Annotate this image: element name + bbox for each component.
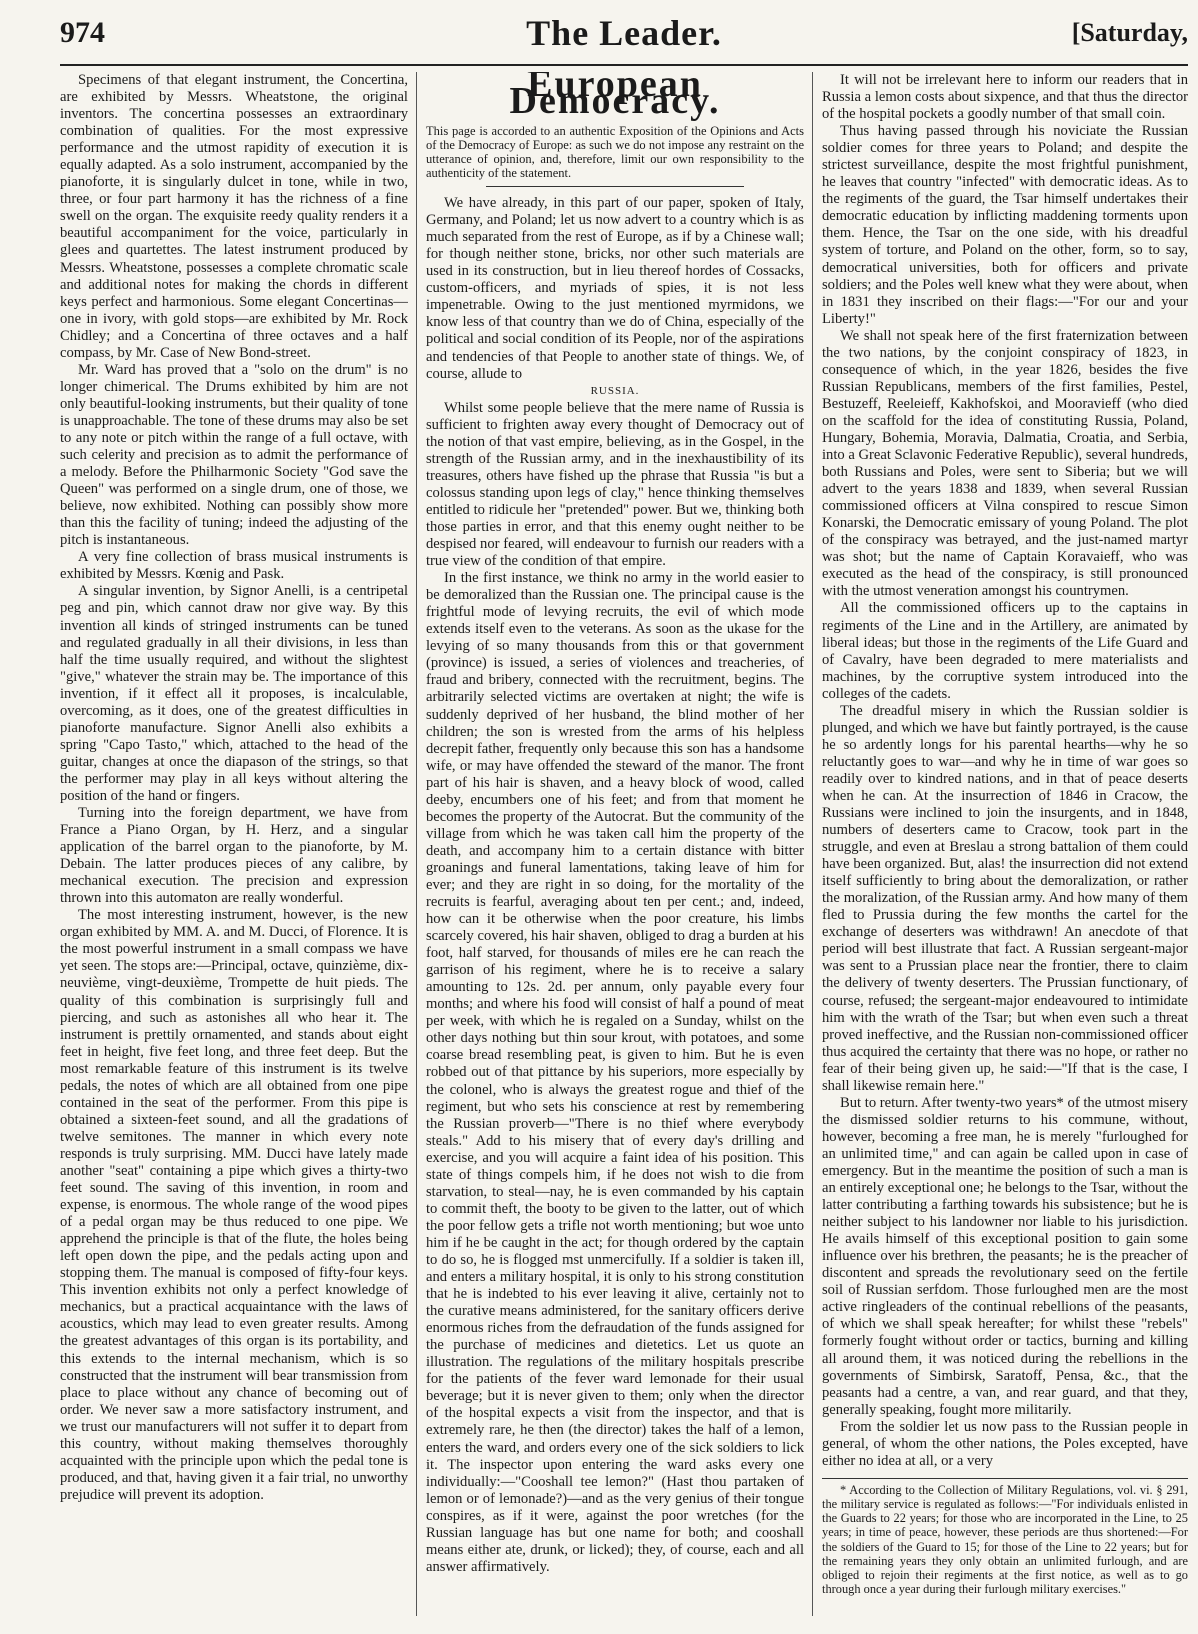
article-paragraph: A singular invention, by Signor Anelli, is a centripetal peg and pin, which cannot draw nor give way. By this invention all kinds of stringed instruments can be tuned and regulated gradually in all their divisions, in less than half the time usually required, and without the slightest "give," whatever the strain may be. The importance of this invention, if it effect all it proposes, is incalculable, overcoming, as it does, one of the greatest difficulties in pianoforte manufacture. Signor Anelli also exhibits a spring "Capo Tasto," which, attached to the head of the guitar, changes at once the diapason of the strings, so that the performer may play in all keys without altering the position of the hand or fingers. bbox=[60, 583, 408, 804]
article-paragraph: The most interesting instrument, however, is the new organ exhibited by MM. A. and M. Ducci, of Florence. It is the most powerful instrument in a small compass we have yet seen. The stops are:—Principal, octave, quinzième, dix-neuvième, vingt-deuxième, Trompette de huit pieds. The quality of this combination is surprisingly full and piercing, and such as astonishes all who hear it. The instrument is prettily ornamented, and stands about eight feet in height, five feet long, and three feet deep. But the most remarkable feature of this instrument is its twelve pedals, the notes of which are all obtained from one pipe contained in the seat of the performer. From this pipe is obtained a sixteen-feet sound, and all the gradations of twelve semitones. The manner in which every note responds is truly surprising. MM. Ducci have lately made another "seat" containing a pipe which gives a thirty-two feet sound. The saving of this invention, in room and expense, is enormous. The whole range of the wood pipes of a pedal organ may be thus reduced to one pipe. We apprehend the principle is that of the flute, the holes being left open down the pipe, and the pedals acting upon and stopping them. The manual is composed of fifty-four keys. This invention exhibits not only a perfect knowledge of mechanics, but a practical acquaintance with the laws of acoustics, which may lead to even greater results. Among the greatest advantages of this organ is its portability, and this extends to the internal mechanism, which is so constructed that the instrument will bear transmission from place to place without any chance of becoming out of order. We never saw a more satisfactory instrument, and we trust our manufacturers will not suffer it to depart from this country, without making themselves thoroughly acquainted with the principle upon which the pedal tone is produced, and that, having given it a fair trial, no unworthy prejudice will prevent its adoption. bbox=[60, 907, 408, 1503]
footnote: * According to the Collection of Military Regulations, vol. vi. § 291, the military service is regulated as follows:—"For individuals enlisted in the Guards to 22 years; for those who are incorporated in the Line, to 25 years; in time of peace, however, these periods are thus shortened:—For the soldiers of the Guard to 15; for those of the Line to 22 years; but for the remaining years they only obtain an unlimited furlough, and are obliged to rejoin their regiments at the first notice, as well as to go through once a year during their furlough military exercises." bbox=[822, 1482, 1188, 1597]
column-music-exhibition bbox=[60, 72, 408, 1618]
column-divider-1 bbox=[416, 72, 417, 1616]
article-paragraph: In the first instance, we think no army in the world easier to be demoralized than the Russian one. The principal cause is the frightful mode of levying recruits, the evil of which mode extends itself even to the veterans. As soon as the ukase for the levying of so many thousands from this or that government (province) is issued, a series of violences and treacheries, of fraud and bribery, connected with the recruitment, begins. The arbitrarily selected victims are overtaken at night; the wife is suddenly deprived of her husband, the blind mother of her children; the son is wrested from the arms of his helpless decrepit father, frequently only because this son has a handsome wife, or may have offended the steward of the manor. The front part of his hair is shaven, and a heavy block of wood, called deeby, encumbers one of his feet; and from that moment he becomes the property of the Autocrat. But the community of the village from which he was taken call him the property of the death, and accompany him to a certain distance with bitter groanings and funeral lamentations, taking leave of him for ever; and they are right in so doing, for the mortality of the recruits is fearful, averaging about ten per cent.; and, indeed, how can it be otherwise when the poor creature, his limbs scarcely covered, his hair shaven, obliged to drag a burden at his foot, half starved, for thousands of miles ere he can reach the garrison of his regiment, where he is to receive a salary amounting to 12s. 2d. per annum, only payable every four months; and where his food will consist of half a pound of meat per week, with which he is regaled on a Sunday, whilst on the other days nothing but thin sour krout, with potatoes, and some coarse bread resembling peat, is given to him. But he is even robbed out of that pittance by his superiors, more especially by the colonel, who is always the greatest rogue and thief of the regiment, but who sets his conscience at rest by remembering the Russian proverb—"There is no thief where everybody steals." Add to his misery that of every day's drilling and exercise, and you will acquire a faint idea of his position. This state of things compels him, if he does not wish to die from starvation, to steal—nay, he is even commanded by his captain to commit theft, the booty to be given to the latter, out of which the poor fellow gets a trifle not worth mentioning; but woe unto him if he be caught in the act; for though ordered by the captain to do so, he is flogged mst unmercifully. If a soldier is taken ill, and enters a military hospital, it is only to his strong constitution that he is indebted to his ever leaving it alive, certainly not to the curative means administered, for the sanitary officers derive enormous riches from the defraudation of the funds assigned for the purchase of medicines and dietetics. Let us quote an illustration. The regulations of the military hospitals prescribe for the patients of the fever ward lemonade for their usual beverage; but it is never given to them; only when the director of the hospital expects a visit from the inspector, and that is extremely rare, he then (the director) takes the half of a lemon, enters the ward, and orders every one of the sick soldiers to lick it. The inspector upon entering the ward asks every one individually:—"Cooshall tee lemon?" (Hast thou partaken of lemon or of lemonade?)—and as the very genius of their tongue conspires, as if it were, against the poor wretches (for the Russian language has but one name for both; and cooshall means either ate, drunk, or licked); they, of course, each and all answer affirmatively. bbox=[426, 570, 804, 1575]
section-title: European Democracy. bbox=[509, 72, 721, 123]
masthead-title: The Leader. bbox=[526, 13, 722, 53]
divider bbox=[486, 186, 744, 187]
issue-day: [Saturday, bbox=[1071, 18, 1188, 47]
article-paragraph: We shall not speak here of the first fraternization between the two nations, by the conjoint conspiracy of 1823, in consequence of which, in the year 1826, besides the five Russian Republicans, members of the first families, Pestel, Bestuzeff, Reeleieff, Kakhofskoi, and Mooravieff (who died on the scaffold for the idea of constituting Russia, Poland, Hungary, Bohemia, Moravia, Dalmatia, Croatia, and Serbia, into a Great Sclavonic Federative Republic), several hundreds, both Russians and Poles, were sent to Siberia; but we will advert to the years 1838 and 1839, when several Russian commissioned officers at Vilna conspired to rescue Simon Konarski, the Democratic emissary of young Poland. The plot of the conspiracy was betrayed, and the just-named martyr was shot; but the name of Captain Koravaieff, who was executed as the head of the conspiracy, is still pronounced with the utmost veneration amongst his countrymen. bbox=[822, 327, 1188, 600]
article-paragraph: The dreadful misery in which the Russian soldier is plunged, and which we have but faintly portrayed, is the cause he so ardently longs for his parental hearths—why he so reluctantly goes to war—and why he in time of war goes so readily over to kindred nations, and in that of peace deserts when he can. At the insurrection of 1846 in Cracow, the Russians were inclined to join the insurgents, and in 1848, numbers of deserters came to Cracow, took part in the struggle, and even at Breslau a strong battalion of them could have been organized. But, alas! the insurrection did not extend itself sufficiently to bring about the demoralization, or rather the moralization, of the Russian army. And how many of them fled to Prussia during the few months the cartel for the exchange of deserters was withdrawn! An anecdote of that period will best illustrate that fact. A Russian sergeant-major was sent to a Prussian place near the frontier, there to claim the delivery of twenty deserters. The Prussian functionary, of course, refused; the sergeant-major endeavoured to intimidate him with the wrath of the Tsar; but when even such a threat proved ineffective, and the Russian non-commissioned officer thus acquired the certainty that there was no hope, or rather no fear of their being given up, he said:—"If that is the case, I shall likewise remain here." bbox=[822, 702, 1188, 1094]
article-paragraph: Thus having passed through his noviciate the Russian soldier comes for three years to Poland; and despite the strictest surveillance, despite the most frightful punishment, he leaves that country "infected" with democratic ideas. As to the regiments of the guard, the Tsar himself undertakes their democratic education by inflicting maddening torments upon them. Hence, the Tsar on the one side, with his dreadful system of torture, and Poland on the other, form, so to say, democratical universities, both for officers and private soldiers; and the Poles well knew what they were about, when in 1831 they inscribed on their flags:—"For our and your Liberty!" bbox=[822, 123, 1188, 327]
column-divider-2 bbox=[812, 72, 813, 1616]
subheading-russia: RUSSIA. bbox=[590, 384, 640, 397]
article-paragraph: It will not be irrelevant here to inform our readers that in Russia a lemon costs about sixpence, and that thus the director of the hospital pockets a goodly number of that small coin. bbox=[822, 72, 1188, 123]
column-european-democracy bbox=[426, 72, 804, 1618]
article-paragraph: From the soldier let us now pass to the Russian people in general, of whom the other nations, the Poles excepted, have either no idea at all, or a very bbox=[822, 1418, 1188, 1469]
article-paragraph: Turning into the foreign department, we have from France a Piano Organ, by H. Herz, and a singular application of the barrel organ to the pianoforte, by M. Debain. The latter produces pieces of any calibre, by mechanical execution. The precision and expression thrown into this automaton are really wonderful. bbox=[60, 805, 408, 907]
article-paragraph: Mr. Ward has proved that a "solo on the drum" is no longer chimerical. The Drums exhibited by him are not only beautiful-looking instruments, but their quality of tone is unapproachable. The tone of these drums may also be set to any note or pitch within the range of a full octave, with such celerity and precision as to admit the performance of a melody. Before the Philharmonic Society "God save the Queen" was performed on a single drum, one of those, we believe, now exhibited. Nothing can possibly show more than this the facility of tuning; indeed the adjusting of the pitch is instantaneous. bbox=[60, 361, 408, 549]
page-number: 974 bbox=[60, 16, 105, 49]
article-paragraph: We have already, in this part of our paper, spoken of Italy, Germany, and Poland; let us now advert to a country which is as much separated from the rest of Europe, as if by a Chinese wall; for though neither stone, bricks, nor other such materials are used in its construction, but in lieu thereof hordes of Cossacks, custom-officers, and myriads of spies, it is not less impenetrable. Owing to the just mentioned myrmidons, we know less of that country than we do of China, especially of the political and social condition of its People, nor of the aspirations and tendencies of that People to another state of things. We, of course, allude to bbox=[426, 195, 804, 382]
article-paragraph: Specimens of that elegant instrument, the Concertina, are exhibited by Messrs. Wheatstone, the original inventors. The concertina possesses an extraordinary combination of qualities. For the most expressive performance and the utmost rapidity of execution it is equally adapted. As a solo instrument, accompanied by the pianoforte, it is singularly dulcet in tone, while in two, three, or four part harmony it has the richness of a fine swell on the organ. The exquisite reedy quality renders it a beautiful accompaniment for the voice, particularly in glees and quartettes. The latest instrument produced by Messrs. Wheatstone, possesses a complete chromatic scale and additional notes for making the chords in different keys perfect and harmonious. Some elegant Concertinas—one in ivory, with gold stops—are exhibited by Mr. Rock Chidley; and a Concertina of three octaves and a half compass, by Mr. Case of New Bond-street. bbox=[60, 72, 408, 361]
column-russia-continued bbox=[822, 72, 1188, 1618]
article-paragraph: A very fine collection of brass musical instruments is exhibited by Messrs. Kœnig and Pask. bbox=[60, 549, 408, 583]
article-paragraph: But to return. After twenty-two years* of the utmost misery the dismissed soldier returns to his commune, without, however, becoming a free man, he is merely "furloughed for an unlimited time," and can again be called upon in case of emergency. But in the meantime the position of such a man is an entirely exceptional one; he belongs to the Tsar, without the latter contributing a farthing towards his subsistence; but he is neither subject to his landowner nor liable to his jurisdiction. He avails himself of this exceptional position to gain some influence over his brethren, the peasants; he is the preacher of discontent and spreads the revolutionary seed on the fertile soil of Russian serfdom. Those furloughed men are the most active ringleaders of the continual rebellions of the peasants, of which we shall speak hereafter; for whilst these "rebels" formerly fought without order or tactics, burning and killing all around them, it was noticed during the rebellions in the governments of Simbirsk, Saratoff, Pensa, &c., that the peasants had a centre, a van, and rear guard, and that they, generally speaking, fought more militarily. bbox=[822, 1094, 1188, 1418]
article-paragraph: All the commissioned officers up to the captains in regiments of the Line and in the Artillery, are animated by liberal ideas; but those in the regiments of the Life Guard and of Cavalry, have been degraded to mere materialists and machines, by the corruptive system introduced into the colleges of the cadets. bbox=[822, 600, 1188, 702]
article-paragraph: Whilst some people believe that the mere name of Russia is sufficient to frighten away every thought of Democracy out of the notion of that vast empire, believing, as in the Gospel, in the strength of the Russian army, and in the inexhaustibility of its treasures, others have fished up the phrase that Russia "is but a colossus standing upon legs of clay," hence thinking themselves entitled to ridicule her "pretended" power. But we, thinking both those parties in error, and that this enemy ought neither to be despised nor feared, will endeavour to furnish our readers with a true view of the condition of that empire. bbox=[426, 399, 804, 570]
footnote-divider bbox=[822, 1478, 1188, 1479]
section-intro: This page is accorded to an authentic Exposition of the Opinions and Acts of the Democracy of Europe: as such we do not impose any restraint on the utterance of opinion, and, therefore, limit our own responsibility to the authenticity of the statement. bbox=[426, 124, 804, 181]
page-header bbox=[60, 10, 1188, 66]
